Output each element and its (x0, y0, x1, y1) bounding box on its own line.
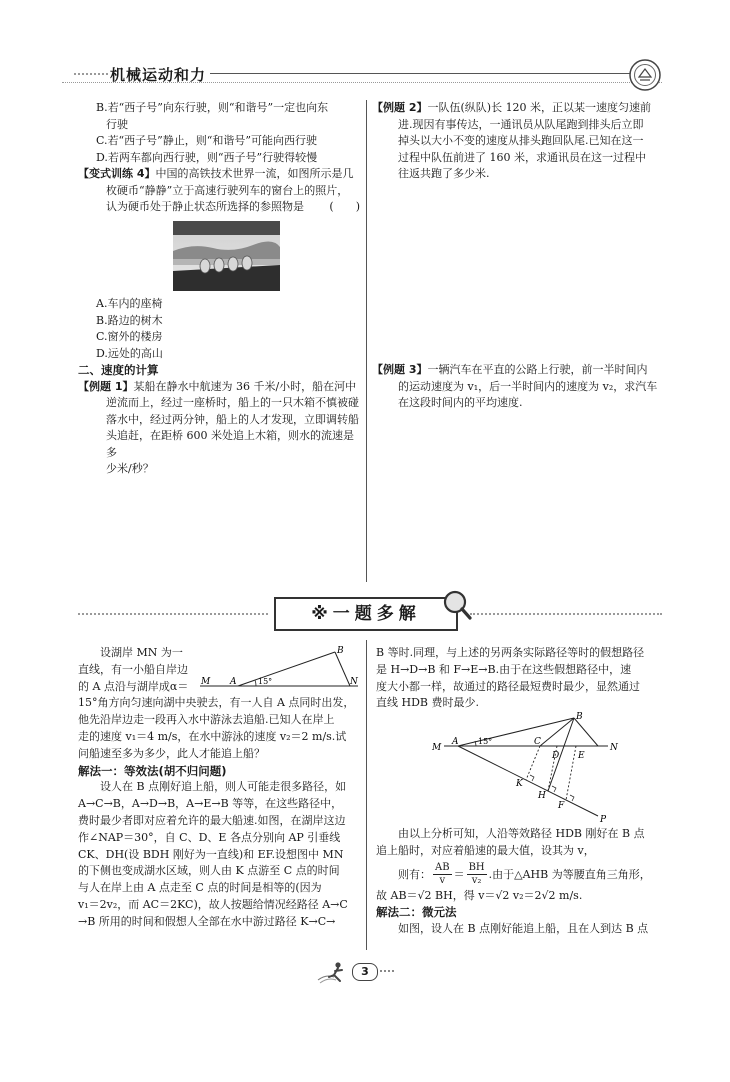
example-3-label: 【例题 3】 (372, 363, 428, 376)
fig2-label-b: B (576, 712, 583, 722)
br-line-4: 直线 HDB 费时最少. (376, 696, 479, 710)
fig1-label-m: M (201, 677, 211, 687)
example-2-line-1: 【例题 2】一队伍(纵队)长 120 米，正以某一速度匀速前 (372, 101, 652, 114)
intro-line-7: 问船速至多为多少，此人才能追上船？ (78, 746, 265, 760)
fig2-label-p: P (600, 815, 607, 824)
column-divider (366, 100, 367, 582)
equation-line-2: 故 AB＝√2 BH，得 v＝√2 v₂＝2√2 m/s. (376, 888, 583, 902)
bottom-column-divider (366, 640, 367, 950)
fig2-label-c: C (534, 737, 541, 747)
example-2-line-5: 往返共跑了多少米. (398, 167, 490, 180)
example-1-line-4: 头追赶，在距桥 600 米处追上木箱，则水的流速是多 (106, 429, 354, 459)
method-2-line-1: 如图，设人在 B 点刚好能追上船，且在人到达 B 点 (398, 922, 649, 936)
method-1-line-7: 与人在岸上由 A 点走至 C 点的时间是相等的(因为 (78, 881, 322, 895)
banner-title: ※一题多解 (274, 597, 458, 631)
section-title: 二、速度的计算 (78, 363, 159, 377)
example-1-line-2: 逆流而上，经过一座桥时，船上的一只木箱不慎被碰 (106, 396, 359, 409)
page-number: 3 (361, 965, 369, 978)
variant-training-line-2: 枚硬币“静静”立于高速行驶列车的窗台上的照片， (106, 183, 349, 197)
variant-training-line-1: 【变式训练 4】中国的高铁技术世界一流，如图所示是几 (78, 167, 354, 180)
example-3-line-1: 【例题 3】一辆汽车在平直的公路上行驶，前一半时间内 (372, 363, 648, 376)
fig2-label-d: D (552, 751, 560, 761)
fig2-label-h: H (538, 791, 546, 801)
magnifier-icon (440, 588, 474, 622)
method-1-title: 解法一：等效法(胡不归问题) (78, 763, 227, 778)
method-1-line-3: 费时最少者即对应着允许的最大船速.如图，在湖岸这边 (78, 813, 346, 827)
method-2-title: 解法二：微元法 (376, 905, 457, 920)
intro-line-2: 直线，有一小船自岸边 (78, 662, 188, 676)
fig2-label-n: N (610, 743, 618, 753)
fig2-label-angle: 15° (478, 737, 493, 746)
method-1-line-1: 设人在 B 点刚好追上船，则人可能走很多路径，如 (100, 780, 347, 794)
method-1-line-5: CK、DH(设 BDH 刚好为一直线)和 EF.设想图中 MN (78, 847, 344, 861)
method-1-line-2: A→C→B，A→D→B，A→E→B 等等，在这些路径中， (78, 797, 343, 811)
bottom-right-analysis (376, 826, 662, 938)
example-2-label: 【例题 2】 (372, 101, 428, 114)
fraction-ab-over-v: $\frac{AB}{v}$ (435, 862, 450, 887)
variant-training-label: 【变式训练 4】 (78, 167, 156, 180)
fig2-label-e: E (578, 751, 585, 761)
left-top-column-2 (78, 296, 360, 478)
right-top-example-3 (372, 362, 662, 412)
footer-dots (380, 970, 394, 972)
intro-line-5: 他先沿岸边走一段再入水中游泳去追船.已知人在岸上 (78, 713, 335, 727)
right-top-example-2 (372, 100, 662, 183)
method-1-line-8: v₁＝2v₂，而 AC＝2KC)，故人按题给情况经路径 A→C (78, 897, 348, 911)
option-d-prev: D.若两车都向西行驶，则“西子号”行驶得较慢 (96, 150, 318, 164)
figure-1 (200, 644, 360, 692)
coins-photo (173, 221, 280, 291)
header-rule (210, 73, 630, 74)
example-3-line-2: 的运动速度为 v₁，后一半时间内的速度为 v₂，求汽车 (398, 379, 658, 393)
intro-line-6: 走的速度 v₁＝4 m/s，在水中游泳的速度 v₂＝2 m/s.试 (78, 729, 347, 743)
equation-line: 则有： $\frac{AB}{v}$ ＝ $\frac{BH}{\text{v₂}}$ .由于△AHB 为等腰直角三角形， (398, 862, 651, 887)
fig1-label-n: N (350, 677, 358, 687)
intro-line-1: 设湖岸 MN 为一 (100, 646, 183, 659)
variant-training-line-3: 认为硬币处于静止状态所选择的参照物是 ( ) (78, 199, 360, 216)
analysis-line-2: 追上船时，对应着船速的最大值，设其为 v， (376, 843, 595, 857)
header-title: 机械运动和力 (110, 66, 207, 84)
fraction-bh-over-v2: $\frac{BH}{\text{v₂}}$ (468, 862, 485, 887)
page-number-badge (352, 963, 378, 981)
method-1-line-4: 作∠NAP＝30°，自 C、D、E 各点分别向 AP 引垂线 (78, 830, 341, 844)
fig1-label-a: A (230, 677, 237, 687)
fig1-label-angle: 15° (258, 677, 273, 686)
intro-line-4: 15°角方向匀速向湖中央驶去，有一人自 A 点同时出发， (78, 696, 355, 710)
example-1-label: 【例题 1】 (78, 379, 134, 393)
example-1-line-1: 【例题 1】某船在静水中航速为 36 千米/小时，船在河中 (78, 379, 357, 393)
banner-right-dots (470, 613, 662, 615)
fig1-label-b: B (337, 646, 344, 656)
analysis-line-1: 由以上分析可知，人沿等效路径 HDB 刚好在 B 点 (398, 827, 645, 840)
example-2-line-3: 掉头以大小不变的速度从排头跑回队尾.已知在这一 (398, 134, 644, 147)
option-a: A.车内的座椅 (96, 297, 163, 310)
method-1-line-6: 的下侧也变成湖水区域，则人由 K 点游至 C 点的时间 (78, 864, 340, 878)
bottom-right-text (376, 645, 662, 712)
option-b: B.路边的树木 (96, 313, 163, 327)
example-1-line-3: 落水中，经过两分钟，船上的人才发现，立即调转船 (106, 412, 359, 426)
header-left-dots (74, 73, 108, 75)
banner-left-dots (78, 613, 268, 615)
fig2-label-k: K (516, 779, 523, 789)
header-seal-icon (628, 58, 662, 92)
option-d: D.远处的高山 (96, 346, 163, 360)
figure-2 (430, 712, 630, 824)
method-1-line-9: →B 所用的时间和假想人全部在水中游过路径 K→C→ (78, 914, 336, 928)
footer-runner-icon (316, 960, 350, 986)
option-c: C.窗外的楼房 (96, 330, 163, 343)
answer-paren: ( ) (329, 200, 360, 213)
example-3-line-3: 在这段时间内的平均速度. (398, 396, 523, 409)
example-2-line-4: 过程中队伍前进了 160 米，求通讯员在这一过程中 (398, 150, 646, 164)
fig2-label-a: A (452, 737, 459, 747)
option-c-prev: C.若“西子号”静止，则“和谐号”可能向西行驶 (96, 134, 318, 147)
br-line-2: 是 H→D→B 和 F→E→B.由于在这些假想路径中，速 (376, 662, 632, 676)
fig2-label-m: M (432, 743, 442, 753)
intro-line-3: 的 A 点沿与湖岸成α＝ (78, 679, 189, 693)
fig2-label-f: F (558, 801, 565, 811)
br-line-3: 度大小都一样，故通过的路径最短费时最少，显然通过 (376, 679, 640, 693)
option-b-prev-cont: 行驶 (106, 117, 128, 131)
example-1-line-5: 少米/秒？ (106, 462, 154, 475)
option-b-prev: B.若“西子号”向东行驶，则“和谐号”一定也向东 (96, 101, 329, 114)
left-top-column (78, 100, 360, 216)
br-line-1: B 等时.同理，与上述的另两条实际路径等时的假想路径 (376, 646, 645, 659)
example-2-line-2: 进.现因有事传达，一通讯员从队尾跑到排头后立即 (398, 117, 644, 131)
